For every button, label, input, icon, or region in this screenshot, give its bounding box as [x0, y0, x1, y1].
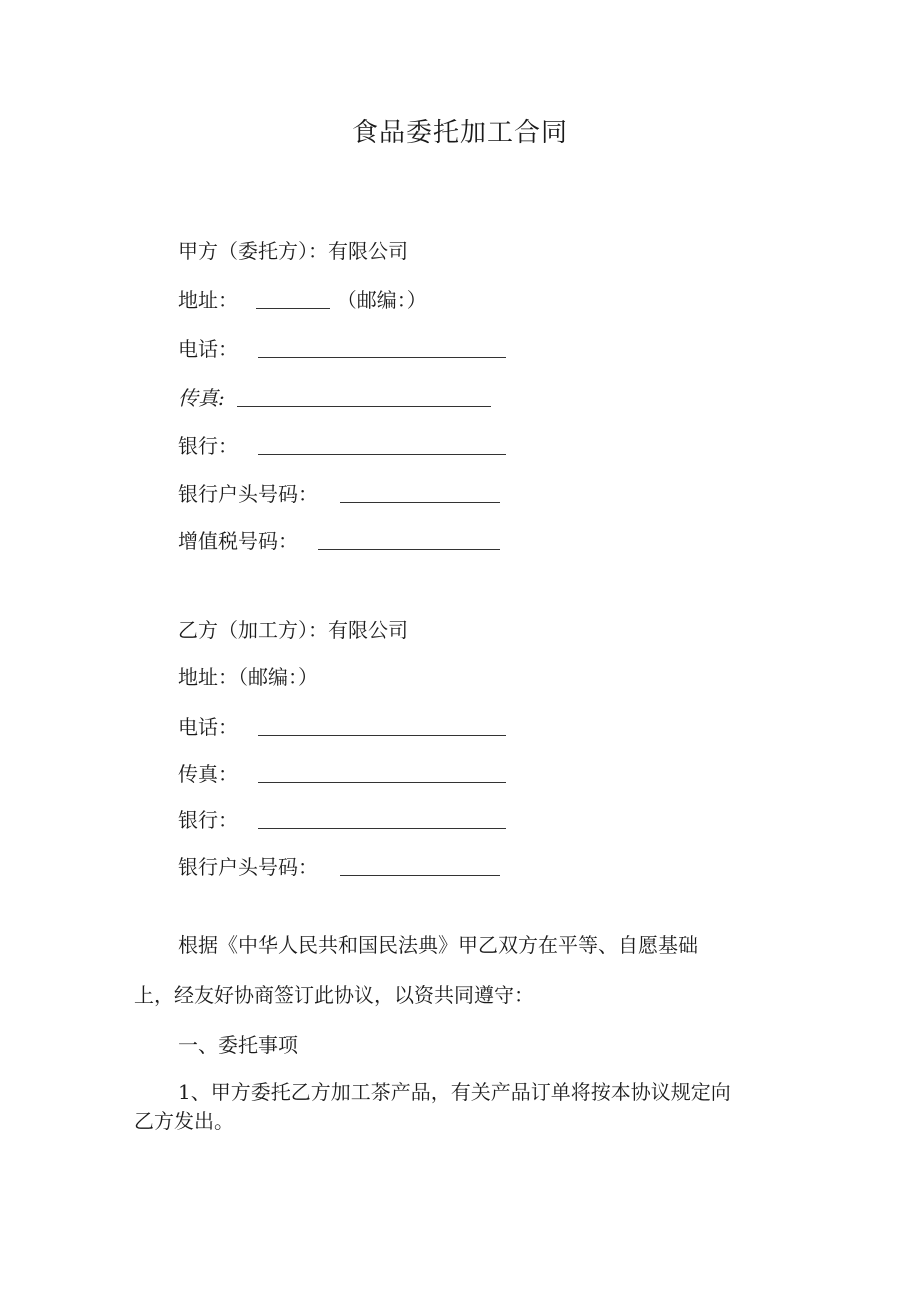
party-b-bank-label: 银行： — [178, 808, 238, 832]
party-b-address-row — [178, 662, 318, 692]
party-a-phone-label: 电话： — [178, 337, 238, 361]
party-b-account-row — [178, 851, 500, 881]
party-a-heading-text: 甲方（委托方）：有限公司 — [178, 239, 408, 263]
party-a-address-row — [178, 284, 427, 314]
party-a-tax-blank[interactable] — [318, 527, 500, 550]
party-a-bank-row — [178, 430, 506, 460]
clause-1-line-1: 1、甲方委托乙方加工茶产品，有关产品订单将按本协议规定向 — [178, 1080, 731, 1104]
party-b-heading — [178, 615, 408, 645]
party-b-fax-label: 传真： — [178, 762, 238, 786]
party-b-fax-blank[interactable] — [258, 760, 506, 783]
party-b-account-blank[interactable] — [340, 853, 500, 876]
intro-line-1: 根据《中华人民共和国民法典》甲乙双方在平等、自愿基础 — [178, 933, 698, 957]
party-a-fax-row — [178, 382, 491, 412]
party-a-phone-row — [178, 333, 506, 363]
party-b-phone-blank[interactable] — [258, 713, 506, 736]
party-a-account-label: 银行户头号码： — [178, 482, 318, 506]
party-a-phone-blank[interactable] — [258, 335, 506, 358]
contract-title: 食品委托加工合同 — [351, 118, 568, 148]
party-b-account-label: 银行户头号码： — [178, 855, 318, 879]
party-a-tax-label: 增值税号码： — [178, 529, 298, 553]
party-b-phone-row — [178, 711, 506, 741]
party-a-account-blank[interactable] — [340, 480, 500, 503]
party-a-bank-blank[interactable] — [258, 432, 506, 455]
party-a-fax-blank[interactable] — [237, 384, 491, 407]
party-a-address-label: 地址： — [178, 288, 238, 312]
party-b-bank-row — [178, 804, 506, 834]
party-b-address-line: 地址：（邮编：） — [178, 665, 318, 689]
section-1-title: 一、委托事项 — [178, 1033, 298, 1057]
party-b-bank-blank[interactable] — [258, 806, 506, 829]
party-b-heading-text: 乙方（加工方）：有限公司 — [178, 618, 408, 642]
party-a-account-row — [178, 478, 500, 508]
clause-1-line-2: 乙方发出。 — [134, 1109, 234, 1133]
party-b-fax-row — [178, 758, 506, 788]
party-b-phone-label: 电话： — [178, 715, 238, 739]
party-a-fax-label: 传真: — [178, 386, 225, 410]
party-a-heading — [178, 236, 408, 266]
party-a-bank-label: 银行： — [178, 434, 238, 458]
party-a-address-postcode: （邮编：） — [336, 288, 427, 312]
intro-line-2: 上，经友好协商签订此协议，以资共同遵守： — [134, 983, 534, 1007]
party-a-tax-row — [178, 525, 500, 555]
party-a-address-blank[interactable] — [256, 286, 330, 309]
